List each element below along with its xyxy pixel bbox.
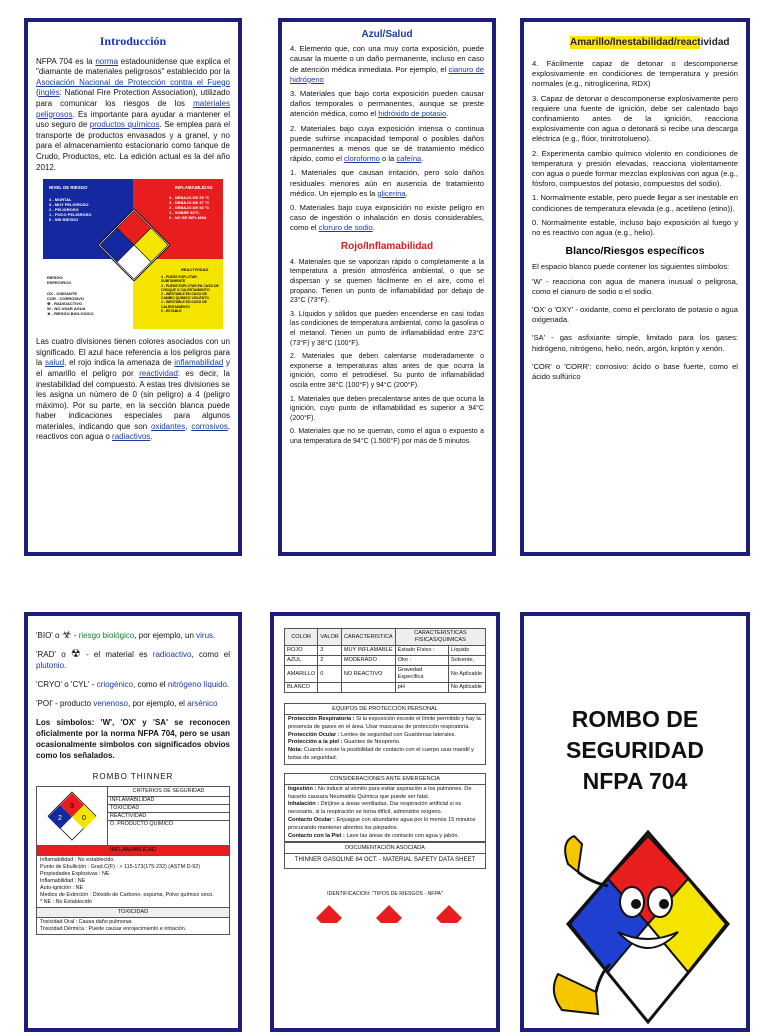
text-run: 3. Materiales que bajo corta exposición pueden causar daños temporales o permanentes, aunque se preste atención médica, como el <box>290 89 484 119</box>
diagram-list-item: OX - OXIDANTE <box>47 291 78 297</box>
diagram-list-item: ☣ - RIESGO BIOLOGICO <box>47 311 94 317</box>
text-run: , por ejemplo, un <box>134 631 197 640</box>
panel-introduccion <box>24 18 242 556</box>
text-run: , el rojo indica la amenaza de <box>64 358 175 368</box>
diagram-list-item: 3 - DEBAJO DE 37 °C <box>169 200 210 206</box>
text-run: , <box>185 421 192 431</box>
text-run: 'CRYO' o 'CYL' - <box>36 680 97 689</box>
wiki-link[interactable]: corrosivos <box>191 421 228 431</box>
list-item: 2. Materiales que deben calentarse moderadamente o exponerse a temperaturas altas antes de que ocurra la ignición, como el petrodiésel. Su punto de inflamabilidad oscila entre 38°C (100°F) y 94°C (200°F). <box>290 353 484 389</box>
panel-azul-rojo <box>278 18 496 556</box>
kv-key: Protección Ocular : <box>288 731 340 738</box>
kv-value: Lave las áreas de contacto con agua y jabón. <box>344 832 460 839</box>
wiki-link[interactable]: reactividad <box>139 368 178 378</box>
table-cell: No Aplicable <box>448 666 485 683</box>
text-run: - <box>71 631 79 640</box>
thinner-diamond <box>37 787 107 845</box>
tox-details <box>37 918 229 934</box>
table-cell <box>341 683 395 693</box>
highlight-term: riesgo biológico <box>78 631 135 640</box>
rojo-list <box>290 258 484 447</box>
wiki-link[interactable]: norma <box>95 56 119 66</box>
table-row <box>285 656 486 666</box>
diagram-list-item: ☢ - RADIOACTIVO <box>47 301 83 307</box>
cover-title <box>524 704 746 797</box>
rojo-title: Rojo/Inflamabilidad <box>340 240 434 252</box>
card-line: Medios de Extinción : Dióxido de Carbono, espuma, Polvo químico seco. <box>40 892 214 898</box>
list-item <box>290 168 484 199</box>
list-item: 3. Líquidos y sólidos que pueden encenderse en casi todas las condiciones de temperatura ambiental, como la gasolina o el metanol. Tienen un punto de inflamabilidad entre 23°C (73°F) y 38°C (100°F). <box>290 310 484 347</box>
intro-title: Introducción <box>99 34 167 48</box>
table-cell: 0 <box>318 666 342 683</box>
ident-text: IDENTIFICACION: "TIPOS DE RIESGOS - NFPA" <box>327 891 443 898</box>
thinner-card <box>36 786 230 935</box>
diagram-list-item: 1 - POCO PELIGROSO <box>49 212 92 218</box>
text-run: . <box>372 223 375 233</box>
list-item: 4. Materiales que se vaporizan rápido o completamente a la temperatura a presión atmosférica ambiental, o que se dispersan y se quemen fácilmente en el aire, como el propano. Tienen un punto de inflamabilidad por debajo de 23°C (73°F). <box>290 258 484 305</box>
text-run: ( <box>36 88 39 98</box>
table-cell: 2 <box>318 656 342 666</box>
amarillo-title: Amarillo/Inestabilidad/reactividad <box>570 37 730 48</box>
text-run: 0. Materiales bajo cuya exposición no existe peligro en caso de ingestión o inhalación en dosis considerables, como el <box>290 203 484 233</box>
table-cell: Gravedad Específica <box>395 666 448 683</box>
table-row <box>285 646 486 656</box>
kv-value: Si la exposición excede el límite permitido y hay la presencia de gases en el área. Usar mascaras de protección respiratoria. <box>288 716 481 730</box>
hazard-symbol-icon: ☣ <box>61 629 72 641</box>
kv-value: Guantes de Neopreno. <box>342 739 401 746</box>
kv-line <box>288 732 482 740</box>
highlight-term: plutonio <box>36 661 65 670</box>
emergency-section <box>284 785 486 843</box>
list-item: 'OX' o 'OXY' - oxidante, como el perclorato de potasio o agua oxigenada. <box>532 305 738 325</box>
diagram-list-item: 0 - ESTABLE <box>161 308 182 313</box>
card-line: Toxicidad Oral : Causa daño pulmonar. <box>40 919 133 925</box>
diagram-health-list <box>49 197 91 222</box>
wiki-link[interactable]: glicerina <box>377 188 406 198</box>
card-line: Auto-ignición : NE <box>40 885 84 891</box>
table-cell: ROJO <box>285 646 318 656</box>
text-run: . <box>213 631 216 640</box>
kv-key: Protección Respiratoria : <box>288 716 355 722</box>
diagram-list-item: 4 - PUEDE EXPLOTAR SUBITAMENTE <box>161 275 197 284</box>
list-item <box>290 203 484 234</box>
text-run: 'BIO' o <box>36 631 62 640</box>
epp-section <box>284 715 486 765</box>
hazard-diamonds-icon <box>284 903 494 923</box>
table-cell: No Aplicable <box>448 683 485 693</box>
doc-text: THINNER GASOLINE 84 OCT. - MATERIAL SAFETY DATA SHEET <box>284 854 486 869</box>
svg-text:3: 3 <box>70 803 74 810</box>
wiki-link[interactable]: cloroformo <box>344 154 380 164</box>
diagram-react-title: REACTIVIDAD <box>181 267 209 273</box>
highlight-term: radioactivo <box>152 650 192 659</box>
diagram-list-item: 3 - PUEDE EXPLOTAR EN CASO DE CHOQUE O CALENTAMIENTO <box>161 283 219 292</box>
kv-key: Protección a la piel : <box>288 739 343 746</box>
kv-value: No inducir al vómito para evitar aspiración a los pulmones. De hacerlo causara Neumatitis Química que puede ser fatal. <box>288 785 472 800</box>
thinner-title: ROMBO THINNER <box>92 772 174 781</box>
epp-title: EQUIPOS DE PROTECCIÓN PERSONAL <box>284 703 486 715</box>
list-item <box>36 679 230 690</box>
text-run: : es decir, la inestabilidad del compuesto. A estas tres divisiones se les asigna un número de 0 (sin peligro) a 4 (peligro máximo). Por su parte, en la sección blanca puede haber indicaciones especiales para algunos materiales, indicando que son <box>36 368 231 431</box>
flam-band: INFLAMABILIDAD <box>37 845 229 856</box>
tox-band: TOXICIDAD <box>37 907 229 918</box>
wiki-link[interactable]: cafeína <box>396 154 422 164</box>
text-run: . <box>421 154 424 164</box>
kv-key: Contacto Ocular : <box>288 816 335 823</box>
diagram-list-item: W - NO USAR AGUA <box>47 306 86 312</box>
highlight-term: virus <box>196 631 214 640</box>
kv-value: Enjuague con abundante agua por lo menos 15 minutos procurando mantener abiertos los párpados. <box>288 816 476 831</box>
list-item: 'W' - reacciona con agua de manera inusual o peligrosa, como el cianuro de sodio o el sodio. <box>532 276 738 296</box>
nfpa-diamond-icon <box>98 209 170 281</box>
colors-paragraph <box>36 337 230 443</box>
table-header: CARACTERISTICAS FISICAS/QUIMICAS <box>395 629 485 646</box>
table-cell: NO REACTIVO <box>341 666 395 683</box>
criteria-item: REACTIVIDAD <box>108 813 229 821</box>
wiki-link[interactable]: materiales peligrosos <box>36 98 230 119</box>
text-run: , como el <box>191 650 230 659</box>
table-cell: MUY INFLAMABLE <box>341 646 395 656</box>
highlight-term: nitrógeno líquido <box>167 680 227 689</box>
text-run: : National Fire Protection Association), utilizado para comunicar los riesgos de los <box>36 88 230 108</box>
table-header: COLOR <box>285 629 318 646</box>
list-item: 'SA' - gas asfixiante simple, limitado para los gases: hidrógeno, nitrógeno, helio, neón, argón, kriptón y xenón. <box>532 333 738 353</box>
wiki-link[interactable]: cianuro de hidrógeno <box>290 64 484 84</box>
list-item: 2. Experimenta cambio químico violento en condiciones de temperatura y presión elevadas, reacciona violentamente con agua o puede formar mezclas explosivas con agua (e.g., fósforo, compuestos del potasio, compuestos del sodio). <box>532 148 738 189</box>
kv-line <box>288 833 482 841</box>
text-run: 'POI' - producto <box>36 699 94 708</box>
list-item <box>36 649 230 671</box>
wiki-link[interactable]: oxidantes <box>151 421 186 431</box>
hazard-symbol-icon: ☢ <box>70 648 81 660</box>
svg-text:2: 2 <box>58 815 62 822</box>
azul-salud-title: Azul/Salud <box>361 29 413 40</box>
doc-title: DOCUMENTACIÓN ASOCIADA <box>284 842 486 854</box>
text-run: . <box>150 432 153 442</box>
panel-amarillo-blanco <box>520 18 750 556</box>
highlight-term: arsénico <box>187 699 218 708</box>
text-run: . Se emplea para el transporte de productos envasados y a granel, y no para el almacenamiento estacionario como tanque de Crudo, Productos, etc. La edición actual es la del año 2012. <box>36 120 230 172</box>
emergency-title: CONSIDERACIONES ANTE EMERGENCIA <box>284 773 486 785</box>
wiki-link[interactable]: inglés <box>38 88 60 98</box>
cover-title-line-1: ROMBO DE <box>571 706 699 732</box>
diagram-list-item: 2 - DEBAJO DE 93 °C <box>169 205 210 211</box>
azul-list <box>290 44 484 233</box>
kv-key: Nota: <box>288 747 303 754</box>
nfpa-diagram <box>43 179 223 329</box>
diagram-list-item: COR - CORROSIVO <box>47 296 84 302</box>
wiki-link[interactable]: inflamabilidad <box>174 358 224 368</box>
panel-portada <box>520 612 750 1032</box>
text-run: 4. Elemento que, con una muy corta exposición, puede causar la muerte o un daño permanente, incluso en caso de atención médica inmediata. Por ejemplo, el <box>290 44 484 74</box>
wiki-link[interactable]: productos químicos <box>89 120 160 130</box>
diagram-list-item: 0 - SIN RIESGO <box>49 217 79 223</box>
table-cell <box>318 683 342 693</box>
card-line: * NE : No Establecido <box>40 899 92 905</box>
diagram-list-item: 3 - MUY PELIGROSO <box>49 202 89 208</box>
table-cell: Olor : <box>395 656 448 666</box>
intro-paragraph <box>36 57 230 174</box>
characteristics-table <box>284 628 486 693</box>
kv-key: Ingestión : <box>288 785 317 792</box>
text-run: , como el <box>133 680 168 689</box>
cover-title-line-2: SEGURIDAD <box>565 737 704 763</box>
card-line: Inflamabilidad : NE <box>40 878 86 884</box>
diagram-special-title: RIESGO ESPECIFICO <box>47 275 72 286</box>
kv-line <box>288 786 482 802</box>
wiki-link[interactable]: radiactivos <box>112 432 151 442</box>
criteria-list <box>108 797 229 828</box>
diagram-list-item: 0 - NO SE INFLAMA <box>169 215 207 221</box>
highlight-term: criogénico <box>96 680 134 689</box>
table-cell: AMARILLO <box>285 666 318 683</box>
list-item <box>290 124 484 165</box>
list-item <box>290 89 484 120</box>
thinner-diamond-icon <box>47 791 97 841</box>
panel-ficha-seguridad <box>270 612 500 1032</box>
blanco-list <box>532 277 738 383</box>
table-cell: pH <box>395 683 448 693</box>
diagram-list-item: 2 - INESTABLE EN CASO DE CAMBIO QUIMICO VIOLENTO <box>161 291 209 301</box>
diagram-list-item: 4 - DEBAJO DE 25 °C <box>169 195 210 201</box>
diagram-list-item: 2 - PELIGROSO <box>49 207 79 213</box>
text-run: estadounidense que explica el "diamante de materiales peligrosos" establecido por la <box>36 56 231 77</box>
table-cell: AZUL <box>285 656 318 666</box>
list-item: 3. Capaz de detonar o descomponerse explosivamente pero requiere una fuente de ignición, debe ser calentado bajo confinamiento antes de la ignición, reacciona explosivamente con agua o detonará si recibe una descarga eléctrica (e.g., flúor, trinitrotolueno). <box>532 93 738 144</box>
card-line: Propiedades Explosivas : NE <box>40 871 110 877</box>
list-item <box>36 698 230 709</box>
table-row <box>285 666 486 683</box>
wiki-link[interactable]: cloruro de sodio <box>318 223 373 233</box>
table-cell: Líquido <box>448 646 485 656</box>
text-run: . <box>446 109 449 119</box>
flam-details <box>37 856 229 907</box>
text-run: , por ejemplo, el <box>128 699 188 708</box>
kv-line <box>288 817 482 833</box>
criteria-item: TOXICIDAD <box>108 805 229 813</box>
list-item <box>36 630 230 641</box>
diagram-list-item: 1 - INESTABLE EN CASO DE CALENTAMIENTO <box>161 300 207 309</box>
list-item: 1. Normalmente estable, pero puede llegar a ser inestable en condiciones de temperatura elevada (e.g., acetileno (etino)). <box>532 193 738 213</box>
card-line: Inflamabilidad : No establecido. <box>40 857 115 863</box>
table-cell: 3 <box>318 646 342 656</box>
list-item: 0. Materiales que no se queman, como el agua o expuesto a una temperatura de 94°C (1.500°F) por más de 5 minutos. <box>290 428 484 445</box>
kv-line <box>288 801 482 817</box>
diagram-flam-title: INFLAMABILIDAD <box>175 185 213 191</box>
text-run: . <box>226 680 230 689</box>
text-run: 2. Materiales bajo cuya exposición intensa o continua puede sufrirse incapacidad temporal o posibles daños permanentes a menos que se dé tratamiento médico rápido, como el <box>290 123 484 164</box>
list-item: 'COR' o 'CORR': corrosivo: ácido o base fuerte, como el ácido sulfúrico <box>532 361 738 382</box>
card-line: Toxicidad Dérmica : Puede causar enrojecimiento e irritación. <box>40 926 187 932</box>
kv-value: Lentes de seguridad con Guardenas laterales. <box>339 731 456 738</box>
kv-key: Contacto con la Piel : <box>288 832 345 839</box>
text-run: 1. Materiales que causan irritación, pero solo daños residuales menores aún en ausencia de tratamiento médico. Un ejemplo es la <box>290 168 484 198</box>
diagram-health-title: NIVEL DE RIESGO <box>49 185 88 191</box>
table-cell: MODERADO <box>341 656 395 666</box>
text-run: o la <box>379 154 397 164</box>
table-cell: BLANCO <box>285 683 318 693</box>
panel-simbolos <box>24 612 242 1032</box>
text-run: - el material es <box>80 650 153 659</box>
text-run: NFPA 704 es la <box>36 56 96 66</box>
kv-value: Diríjirse a áreas ventiladas. Dar respiración artificial si es necesario, si la respiración se torna difícil, administre oxígeno. <box>288 801 462 816</box>
diagram-flam-list <box>169 195 219 220</box>
table-header: CARACTERISTICA <box>341 629 395 646</box>
diagram-list-item: 4 - MORTAL <box>49 197 72 203</box>
highlight-term: venenoso <box>93 699 129 708</box>
kv-value: Cuando existe la posibilidad de contacto con el cuerpo usar mandil y botas de seguridad. <box>288 747 474 761</box>
text-run: Las cuatro divisiones tienen colores asociados con un significado. El azul hace referencia a los peligros para la <box>36 337 230 368</box>
symbols-list <box>36 630 230 709</box>
cover-title-line-3: NFPA 704 <box>582 768 688 794</box>
kv-key: Inhalación : <box>288 801 320 808</box>
text-run: y el amarillo el peligro por <box>36 358 230 378</box>
text-run: . <box>64 661 67 670</box>
list-item <box>290 44 484 85</box>
criteria-item: INFLAMABILIDAD <box>108 797 229 805</box>
table-header: VALOR <box>318 629 342 646</box>
list-item: 1. Materiales que deben precalentarse antes de que ocurra la ignición, cuyo punto de inflamabilidad es superior a 94°C (200°F). <box>290 395 484 422</box>
wiki-link[interactable]: Asociación Nacional de Protección contra el Fuego <box>36 77 230 87</box>
card-line: Punto de Ebullición : Grad.C(F) : > 115-173(175-232) (ASTM D-92) <box>40 864 201 870</box>
wiki-link[interactable]: hidróxido de potasio <box>378 109 447 119</box>
kv-line <box>288 716 482 732</box>
svg-text:0: 0 <box>82 815 86 822</box>
text-run: . <box>405 188 408 198</box>
list-item: 4. Fácilmente capaz de detonar o descomponerse explosivamente en condiciones de temperatura y presión normales (e.g., nitroglicerina, RDX) <box>532 59 738 89</box>
table-cell: Solvente, <box>448 656 485 666</box>
criteria-item: O. PRODUCTO QUIMICO <box>110 821 174 827</box>
table-cell: Estado Físico : <box>395 646 448 656</box>
symbols-note: Los símbolos: 'W', 'OX' y 'SA' se reconocen oficialmente por la norma NFPA 704, pero se usan ocasionalmente símbolos con significados obvios como los señalados. <box>36 718 230 760</box>
amarillo-list <box>532 59 738 238</box>
blanco-intro: El espacio blanco puede contener los siguientes símbolos: <box>532 262 730 272</box>
text-run: . Es importante para ayudar a mantener el uso seguro de <box>36 109 230 130</box>
text-run: , reactivos con agua o <box>36 421 231 442</box>
diagram-list-item: 1 - SOBRE 93°C <box>169 210 200 216</box>
kv-line <box>288 739 482 747</box>
blanco-title: Blanco/Riesgos específicos <box>565 245 705 258</box>
table-row <box>285 683 486 693</box>
text-run: 'RAD' o <box>36 650 71 659</box>
criteria-header: CRITERIOS DE SEGURIDAD <box>108 787 229 797</box>
diamond-mascot-icon <box>538 824 738 1024</box>
kv-line <box>288 747 482 763</box>
list-item: 0. Normalmente estable, incluso bajo exposición al fuego y no es reactivo con agua (e.g., helio). <box>532 217 738 238</box>
diagram-special-list <box>47 291 94 316</box>
wiki-link[interactable]: salud <box>45 358 65 368</box>
